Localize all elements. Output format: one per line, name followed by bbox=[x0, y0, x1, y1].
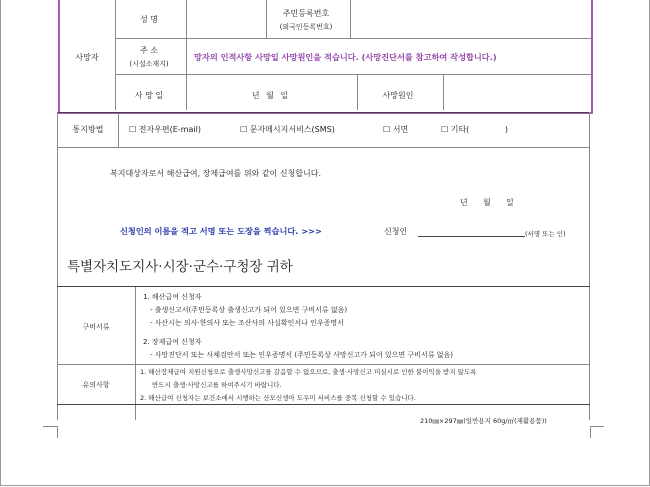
documents-item-4: 2. 장제급여 신청자 bbox=[143, 338, 202, 346]
cause-label: 사망원인 bbox=[382, 91, 414, 100]
documents-item-3: - 사산시는 의사·한의사 또는 조산사의 사실확인서나 인우증명서 bbox=[150, 319, 344, 327]
address-label: 주 소 bbox=[140, 46, 158, 55]
request-statement: 복지대상자로서 해산급여, 장제급여를 위와 같이 신청합니다. bbox=[110, 169, 321, 178]
address-hint: 망자의 인적사항 사망일 사망원인을 적습니다. (사망진단서를 참고하여 작성합니다.) bbox=[194, 52, 497, 62]
notes-label: 유의사항 bbox=[82, 381, 110, 389]
corner-mark-left bbox=[43, 426, 57, 427]
applicant-label: 신청인 bbox=[384, 227, 408, 236]
notify-other-option[interactable]: ☐ 기타( ) bbox=[441, 125, 509, 134]
id-label: 주민등록번호 bbox=[282, 9, 330, 18]
address-sub-label: (시설소재지) bbox=[129, 60, 169, 68]
request-date: 년 월 일 bbox=[460, 198, 514, 207]
notify-paper-option[interactable]: ☐ 서면 bbox=[383, 125, 409, 134]
addressee: 특별자치도지사·시장·군수·구청장 귀하 bbox=[67, 259, 293, 275]
notes-item-2: 반드시 출생·사망신고를 하여주시기 바랍니다. bbox=[152, 381, 282, 389]
notes-item-1: 1. 해산장제급여 지원신청으로 출생사망신고를 갈음할 수 없으므로, 출생·사망신고 미실시로 인한 불이익을 받지 않도록 bbox=[140, 368, 477, 376]
documents-item-5: - 사망진단서 또는 사체검안서 또는 인우증명서 (주민등록상 사망신고가 되어 있으면 구비서류 없음) bbox=[150, 351, 453, 359]
documents-item-1: 1. 해산급여 신청자 bbox=[143, 293, 202, 301]
paper-size-footer: 210㎜×297㎜(일반용지 60g/㎡(재활용품)) bbox=[420, 417, 547, 425]
name-label: 성 명 bbox=[140, 15, 158, 24]
applicant-hint: 신청인의 이름을 적고 서명 또는 도장을 찍습니다. >>> bbox=[120, 226, 322, 236]
signature-line[interactable] bbox=[418, 236, 525, 237]
sign-note: (서명 또는 인) bbox=[525, 230, 566, 238]
notify-label: 통지방법 bbox=[72, 125, 104, 134]
corner-mark-right bbox=[590, 426, 604, 427]
id-sub-label: (외국인등록번호) bbox=[279, 23, 333, 31]
notes-item-3: 2. 해산급여 신청자는 보건소에서 시행하는 산모신생아 도우미 서비스를 중복 신청할 수 있습니다. bbox=[140, 394, 416, 402]
death-date-label: 사 망 일 bbox=[134, 91, 164, 100]
corner-mark-left-v bbox=[57, 426, 58, 438]
documents-label: 구비서류 bbox=[82, 323, 110, 331]
corner-mark-right-v bbox=[590, 426, 591, 438]
notify-sms-option[interactable]: ☐ 문자메시지서비스(SMS) bbox=[240, 125, 335, 134]
documents-item-2: - 출생신고서(주민등록상 출생신고가 되어 있으면 구비서류 없음) bbox=[150, 306, 348, 314]
deceased-title: 사망자 bbox=[75, 53, 99, 62]
notify-email-option[interactable]: ☐ 전자우편(E-mail) bbox=[129, 125, 201, 134]
death-date-value: 년 월 일 bbox=[251, 91, 289, 100]
